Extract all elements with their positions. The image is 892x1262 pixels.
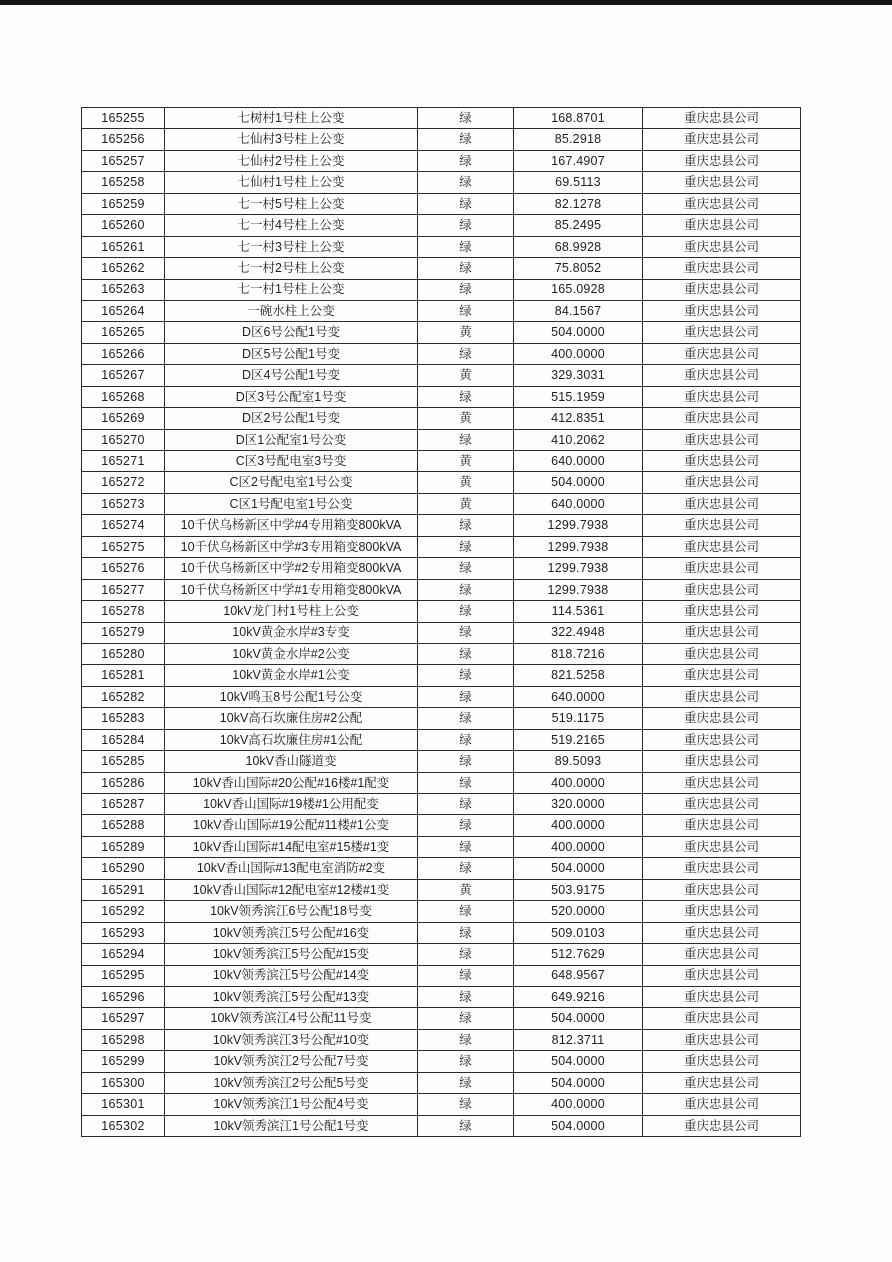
row-value-cell: 329.3031	[514, 365, 643, 386]
row-id-cell: 165278	[82, 601, 165, 622]
table-row	[82, 1115, 801, 1136]
row-name-cell: 10kV黄金水岸#2公变	[165, 643, 418, 664]
row-value-cell: 515.1959	[514, 386, 643, 407]
row-status-cell: 绿	[418, 965, 514, 986]
row-id-cell: 165286	[82, 772, 165, 793]
table-row	[82, 901, 801, 922]
table-row	[82, 451, 801, 472]
row-name-cell: D区2号公配1号变	[165, 408, 418, 429]
row-id-cell: 165257	[82, 150, 165, 171]
row-id-cell: 165264	[82, 300, 165, 321]
table-row	[82, 729, 801, 750]
row-id-cell: 165289	[82, 836, 165, 857]
row-company-cell: 重庆忠县公司	[643, 300, 801, 321]
row-id-cell: 165275	[82, 536, 165, 557]
row-company-cell: 重庆忠县公司	[643, 558, 801, 579]
row-company-cell: 重庆忠县公司	[643, 343, 801, 364]
row-name-cell: 10千伏乌杨新区中学#2专用箱变800kVA	[165, 558, 418, 579]
row-value-cell: 649.9216	[514, 986, 643, 1007]
row-id-cell: 165266	[82, 343, 165, 364]
row-company-cell: 重庆忠县公司	[643, 429, 801, 450]
row-company-cell: 重庆忠县公司	[643, 665, 801, 686]
table-row	[82, 150, 801, 171]
row-id-cell: 165260	[82, 215, 165, 236]
row-company-cell: 重庆忠县公司	[643, 1051, 801, 1072]
table-row	[82, 493, 801, 514]
row-status-cell: 绿	[418, 129, 514, 150]
row-name-cell: 10kV领秀滨江2号公配7号变	[165, 1051, 418, 1072]
row-company-cell: 重庆忠县公司	[643, 386, 801, 407]
row-name-cell: 七树村1号柱上公变	[165, 108, 418, 129]
row-id-cell: 165268	[82, 386, 165, 407]
table-row	[82, 408, 801, 429]
row-value-cell: 167.4907	[514, 150, 643, 171]
row-id-cell: 165267	[82, 365, 165, 386]
row-status-cell: 绿	[418, 708, 514, 729]
row-status-cell: 绿	[418, 193, 514, 214]
row-value-cell: 818.7216	[514, 643, 643, 664]
row-id-cell: 165272	[82, 472, 165, 493]
row-id-cell: 165287	[82, 794, 165, 815]
row-status-cell: 绿	[418, 815, 514, 836]
table-row	[82, 1072, 801, 1093]
row-name-cell: 10kV领秀滨江5号公配#16变	[165, 922, 418, 943]
row-company-cell: 重庆忠县公司	[643, 922, 801, 943]
row-company-cell: 重庆忠县公司	[643, 729, 801, 750]
row-status-cell: 绿	[418, 1029, 514, 1050]
row-value-cell: 412.8351	[514, 408, 643, 429]
row-value-cell: 85.2495	[514, 215, 643, 236]
row-id-cell: 165294	[82, 944, 165, 965]
row-company-cell: 重庆忠县公司	[643, 944, 801, 965]
row-name-cell: 10千伏乌杨新区中学#1专用箱变800kVA	[165, 579, 418, 600]
row-id-cell: 165281	[82, 665, 165, 686]
row-id-cell: 165269	[82, 408, 165, 429]
row-company-cell: 重庆忠县公司	[643, 708, 801, 729]
row-name-cell: 七一村5号柱上公变	[165, 193, 418, 214]
row-company-cell: 重庆忠县公司	[643, 1029, 801, 1050]
row-value-cell: 504.0000	[514, 1072, 643, 1093]
row-name-cell: 10kV领秀滨江1号公配1号变	[165, 1115, 418, 1136]
table-row	[82, 472, 801, 493]
row-status-cell: 绿	[418, 1072, 514, 1093]
table-row	[82, 986, 801, 1007]
row-status-cell: 绿	[418, 108, 514, 129]
row-company-cell: 重庆忠县公司	[643, 643, 801, 664]
row-value-cell: 519.1175	[514, 708, 643, 729]
row-id-cell: 165271	[82, 451, 165, 472]
row-value-cell: 82.1278	[514, 193, 643, 214]
table-row	[82, 215, 801, 236]
row-company-cell: 重庆忠县公司	[643, 751, 801, 772]
row-company-cell: 重庆忠县公司	[643, 536, 801, 557]
row-status-cell: 绿	[418, 279, 514, 300]
table-row	[82, 365, 801, 386]
row-status-cell: 绿	[418, 858, 514, 879]
table-row	[82, 794, 801, 815]
row-status-cell: 绿	[418, 944, 514, 965]
row-company-cell: 重庆忠县公司	[643, 408, 801, 429]
table-row	[82, 1029, 801, 1050]
row-status-cell: 绿	[418, 172, 514, 193]
row-company-cell: 重庆忠县公司	[643, 601, 801, 622]
row-value-cell: 320.0000	[514, 794, 643, 815]
row-company-cell: 重庆忠县公司	[643, 515, 801, 536]
row-id-cell: 165262	[82, 258, 165, 279]
table-row	[82, 815, 801, 836]
row-company-cell: 重庆忠县公司	[643, 129, 801, 150]
row-status-cell: 绿	[418, 536, 514, 557]
table-row	[82, 343, 801, 364]
row-value-cell: 503.9175	[514, 879, 643, 900]
row-company-cell: 重庆忠县公司	[643, 1115, 801, 1136]
row-id-cell: 165283	[82, 708, 165, 729]
row-name-cell: 10kV香山隧道变	[165, 751, 418, 772]
row-status-cell: 绿	[418, 643, 514, 664]
row-value-cell: 114.5361	[514, 601, 643, 622]
row-company-cell: 重庆忠县公司	[643, 858, 801, 879]
row-company-cell: 重庆忠县公司	[643, 1072, 801, 1093]
row-company-cell: 重庆忠县公司	[643, 1008, 801, 1029]
row-status-cell: 绿	[418, 836, 514, 857]
table-row	[82, 751, 801, 772]
row-id-cell: 165265	[82, 322, 165, 343]
row-id-cell: 165291	[82, 879, 165, 900]
row-id-cell: 165288	[82, 815, 165, 836]
row-status-cell: 绿	[418, 665, 514, 686]
row-name-cell: 10kV黄金水岸#1公变	[165, 665, 418, 686]
page-top-edge-bar	[0, 0, 892, 5]
row-status-cell: 绿	[418, 236, 514, 257]
row-value-cell: 504.0000	[514, 1115, 643, 1136]
row-company-cell: 重庆忠县公司	[643, 493, 801, 514]
row-name-cell: 七仙村2号柱上公变	[165, 150, 418, 171]
table-row	[82, 879, 801, 900]
row-company-cell: 重庆忠县公司	[643, 279, 801, 300]
row-id-cell: 165290	[82, 858, 165, 879]
row-name-cell: 七一村1号柱上公变	[165, 279, 418, 300]
row-value-cell: 509.0103	[514, 922, 643, 943]
row-name-cell: D区6号公配1号变	[165, 322, 418, 343]
row-name-cell: 10kV领秀滨江4号公配11号变	[165, 1008, 418, 1029]
table-row	[82, 965, 801, 986]
row-name-cell: 七仙村3号柱上公变	[165, 129, 418, 150]
table-row	[82, 536, 801, 557]
row-status-cell: 绿	[418, 515, 514, 536]
row-value-cell: 400.0000	[514, 343, 643, 364]
row-value-cell: 1299.7938	[514, 579, 643, 600]
table-row	[82, 643, 801, 664]
row-name-cell: 10千伏乌杨新区中学#4专用箱变800kVA	[165, 515, 418, 536]
table-row	[82, 300, 801, 321]
row-name-cell: 10kV鸣玉8号公配1号公变	[165, 686, 418, 707]
row-company-cell: 重庆忠县公司	[643, 965, 801, 986]
row-id-cell: 165292	[82, 901, 165, 922]
row-name-cell: 10kV香山国际#13配电室消防#2变	[165, 858, 418, 879]
row-value-cell: 84.1567	[514, 300, 643, 321]
row-id-cell: 165282	[82, 686, 165, 707]
table-row	[82, 922, 801, 943]
row-status-cell: 绿	[418, 794, 514, 815]
row-name-cell: 10kV领秀滨江5号公配#15变	[165, 944, 418, 965]
row-company-cell: 重庆忠县公司	[643, 879, 801, 900]
row-name-cell: 七一村3号柱上公变	[165, 236, 418, 257]
table-row	[82, 622, 801, 643]
row-id-cell: 165261	[82, 236, 165, 257]
table-row	[82, 772, 801, 793]
table-row	[82, 558, 801, 579]
table-row	[82, 601, 801, 622]
row-name-cell: 10kV香山国际#12配电室#12楼#1变	[165, 879, 418, 900]
table-row	[82, 665, 801, 686]
row-status-cell: 绿	[418, 429, 514, 450]
row-name-cell: 七一村2号柱上公变	[165, 258, 418, 279]
table-row	[82, 386, 801, 407]
table-row	[82, 258, 801, 279]
row-name-cell: C区3号配电室3号变	[165, 451, 418, 472]
row-id-cell: 165301	[82, 1094, 165, 1115]
row-id-cell: 165258	[82, 172, 165, 193]
row-value-cell: 1299.7938	[514, 558, 643, 579]
row-id-cell: 165297	[82, 1008, 165, 1029]
table-row	[82, 1008, 801, 1029]
row-company-cell: 重庆忠县公司	[643, 986, 801, 1007]
row-value-cell: 504.0000	[514, 1051, 643, 1072]
row-id-cell: 165279	[82, 622, 165, 643]
row-id-cell: 165298	[82, 1029, 165, 1050]
table-row	[82, 429, 801, 450]
table-row	[82, 236, 801, 257]
row-status-cell: 黄	[418, 365, 514, 386]
row-value-cell: 504.0000	[514, 1008, 643, 1029]
row-value-cell: 520.0000	[514, 901, 643, 922]
table-row	[82, 279, 801, 300]
table-row	[82, 108, 801, 129]
row-name-cell: D区1公配室1号公变	[165, 429, 418, 450]
row-status-cell: 绿	[418, 215, 514, 236]
row-name-cell: 10kV领秀滨江1号公配4号变	[165, 1094, 418, 1115]
row-company-cell: 重庆忠县公司	[643, 150, 801, 171]
row-name-cell: C区2号配电室1号公变	[165, 472, 418, 493]
row-company-cell: 重庆忠县公司	[643, 579, 801, 600]
row-value-cell: 648.9567	[514, 965, 643, 986]
row-name-cell: C区1号配电室1号公变	[165, 493, 418, 514]
row-id-cell: 165280	[82, 643, 165, 664]
row-status-cell: 绿	[418, 579, 514, 600]
row-name-cell: 10kV领秀滨江2号公配5号变	[165, 1072, 418, 1093]
row-status-cell: 绿	[418, 901, 514, 922]
row-id-cell: 165293	[82, 922, 165, 943]
row-id-cell: 165274	[82, 515, 165, 536]
row-value-cell: 322.4948	[514, 622, 643, 643]
row-company-cell: 重庆忠县公司	[643, 815, 801, 836]
row-name-cell: 10kV香山国际#20公配#16楼#1配变	[165, 772, 418, 793]
row-status-cell: 绿	[418, 386, 514, 407]
table-row	[82, 686, 801, 707]
row-value-cell: 504.0000	[514, 858, 643, 879]
row-id-cell: 165296	[82, 986, 165, 1007]
row-name-cell: 10kV领秀滨江6号公配18号变	[165, 901, 418, 922]
row-name-cell: 10kV龙门村1号柱上公变	[165, 601, 418, 622]
row-id-cell: 165300	[82, 1072, 165, 1093]
row-name-cell: 10kV香山国际#14配电室#15楼#1变	[165, 836, 418, 857]
row-name-cell: 10kV高石坎廉住房#2公配	[165, 708, 418, 729]
row-value-cell: 640.0000	[514, 686, 643, 707]
row-status-cell: 绿	[418, 1094, 514, 1115]
row-status-cell: 黄	[418, 322, 514, 343]
row-company-cell: 重庆忠县公司	[643, 258, 801, 279]
row-status-cell: 绿	[418, 258, 514, 279]
row-id-cell: 165276	[82, 558, 165, 579]
row-status-cell: 黄	[418, 879, 514, 900]
row-value-cell: 410.2062	[514, 429, 643, 450]
row-name-cell: 七一村4号柱上公变	[165, 215, 418, 236]
row-id-cell: 165295	[82, 965, 165, 986]
row-value-cell: 89.5093	[514, 751, 643, 772]
row-value-cell: 1299.7938	[514, 536, 643, 557]
row-value-cell: 812.3711	[514, 1029, 643, 1050]
row-status-cell: 绿	[418, 729, 514, 750]
row-value-cell: 400.0000	[514, 815, 643, 836]
row-company-cell: 重庆忠县公司	[643, 108, 801, 129]
row-name-cell: D区3号公配室1号变	[165, 386, 418, 407]
row-status-cell: 绿	[418, 601, 514, 622]
row-id-cell: 165277	[82, 579, 165, 600]
row-status-cell: 绿	[418, 686, 514, 707]
row-value-cell: 504.0000	[514, 322, 643, 343]
row-status-cell: 绿	[418, 558, 514, 579]
row-status-cell: 绿	[418, 772, 514, 793]
row-status-cell: 绿	[418, 1115, 514, 1136]
table-row	[82, 322, 801, 343]
row-status-cell: 绿	[418, 751, 514, 772]
row-company-cell: 重庆忠县公司	[643, 794, 801, 815]
row-name-cell: 10kV领秀滨江5号公配#14变	[165, 965, 418, 986]
row-id-cell: 165255	[82, 108, 165, 129]
row-company-cell: 重庆忠县公司	[643, 836, 801, 857]
row-company-cell: 重庆忠县公司	[643, 322, 801, 343]
row-status-cell: 绿	[418, 922, 514, 943]
row-company-cell: 重庆忠县公司	[643, 772, 801, 793]
table-row	[82, 193, 801, 214]
row-name-cell: D区5号公配1号变	[165, 343, 418, 364]
row-name-cell: 10kV香山国际#19公配#11楼#1公变	[165, 815, 418, 836]
row-name-cell: 一碗水柱上公变	[165, 300, 418, 321]
row-status-cell: 绿	[418, 1051, 514, 1072]
row-company-cell: 重庆忠县公司	[643, 215, 801, 236]
table-row	[82, 858, 801, 879]
row-id-cell: 165284	[82, 729, 165, 750]
row-value-cell: 640.0000	[514, 451, 643, 472]
row-id-cell: 165263	[82, 279, 165, 300]
row-id-cell: 165259	[82, 193, 165, 214]
table-row	[82, 836, 801, 857]
row-company-cell: 重庆忠县公司	[643, 236, 801, 257]
row-company-cell: 重庆忠县公司	[643, 193, 801, 214]
table-row	[82, 172, 801, 193]
table-row	[82, 708, 801, 729]
row-value-cell: 519.2165	[514, 729, 643, 750]
row-status-cell: 黄	[418, 472, 514, 493]
row-value-cell: 400.0000	[514, 772, 643, 793]
row-name-cell: 七仙村1号柱上公变	[165, 172, 418, 193]
row-name-cell: 10kV香山国际#19楼#1公用配变	[165, 794, 418, 815]
row-id-cell: 165285	[82, 751, 165, 772]
row-value-cell: 640.0000	[514, 493, 643, 514]
row-value-cell: 75.8052	[514, 258, 643, 279]
row-status-cell: 绿	[418, 986, 514, 1007]
row-id-cell: 165273	[82, 493, 165, 514]
row-status-cell: 绿	[418, 1008, 514, 1029]
table-row	[82, 129, 801, 150]
row-name-cell: 10千伏乌杨新区中学#3专用箱变800kVA	[165, 536, 418, 557]
row-company-cell: 重庆忠县公司	[643, 472, 801, 493]
row-company-cell: 重庆忠县公司	[643, 622, 801, 643]
row-company-cell: 重庆忠县公司	[643, 451, 801, 472]
transformer-table-body	[82, 108, 801, 1137]
row-id-cell: 165299	[82, 1051, 165, 1072]
row-value-cell: 69.5113	[514, 172, 643, 193]
row-value-cell: 1299.7938	[514, 515, 643, 536]
row-name-cell: 10kV高石坎廉住房#1公配	[165, 729, 418, 750]
row-id-cell: 165270	[82, 429, 165, 450]
row-company-cell: 重庆忠县公司	[643, 686, 801, 707]
row-name-cell: 10kV黄金水岸#3专变	[165, 622, 418, 643]
table-row	[82, 944, 801, 965]
row-status-cell: 绿	[418, 150, 514, 171]
table-row	[82, 1094, 801, 1115]
row-name-cell: 10kV领秀滨江3号公配#10变	[165, 1029, 418, 1050]
row-company-cell: 重庆忠县公司	[643, 901, 801, 922]
row-status-cell: 黄	[418, 451, 514, 472]
row-value-cell: 165.0928	[514, 279, 643, 300]
row-value-cell: 400.0000	[514, 1094, 643, 1115]
row-name-cell: D区4号公配1号变	[165, 365, 418, 386]
row-id-cell: 165302	[82, 1115, 165, 1136]
row-value-cell: 821.5258	[514, 665, 643, 686]
table-row	[82, 579, 801, 600]
table-row	[82, 1051, 801, 1072]
row-status-cell: 绿	[418, 622, 514, 643]
row-value-cell: 85.2918	[514, 129, 643, 150]
row-company-cell: 重庆忠县公司	[643, 172, 801, 193]
row-value-cell: 168.8701	[514, 108, 643, 129]
row-id-cell: 165256	[82, 129, 165, 150]
transformer-table	[81, 107, 801, 1137]
row-value-cell: 68.9928	[514, 236, 643, 257]
row-name-cell: 10kV领秀滨江5号公配#13变	[165, 986, 418, 1007]
row-status-cell: 绿	[418, 343, 514, 364]
row-status-cell: 黄	[418, 408, 514, 429]
row-company-cell: 重庆忠县公司	[643, 365, 801, 386]
row-status-cell: 绿	[418, 300, 514, 321]
row-value-cell: 504.0000	[514, 472, 643, 493]
row-value-cell: 400.0000	[514, 836, 643, 857]
row-status-cell: 黄	[418, 493, 514, 514]
row-company-cell: 重庆忠县公司	[643, 1094, 801, 1115]
row-value-cell: 512.7629	[514, 944, 643, 965]
table-row	[82, 515, 801, 536]
